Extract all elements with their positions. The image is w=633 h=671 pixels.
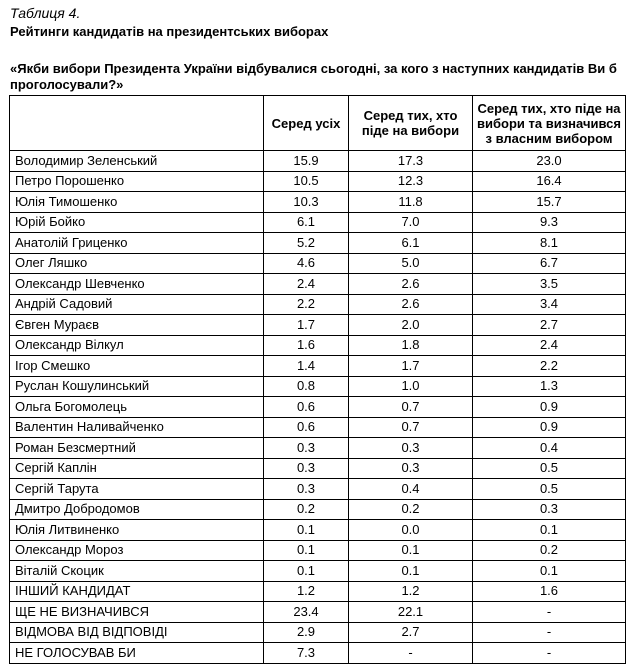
header-decided: Серед тих, хто піде на вибори та визначився з власним вибором: [473, 96, 626, 151]
table-row: [10, 274, 626, 295]
value-voters: 0.1: [349, 540, 473, 561]
candidate-name: Олександр Мороз: [10, 540, 264, 561]
value-all: 0.3: [264, 479, 349, 500]
candidate-name: Ігор Смешко: [10, 356, 264, 377]
candidate-name: Роман Безсмертний: [10, 438, 264, 459]
value-voters: -: [349, 643, 473, 664]
value-voters: 0.4: [349, 479, 473, 500]
candidate-name: Олег Ляшко: [10, 253, 264, 274]
value-all: 0.8: [264, 376, 349, 397]
table-row: [10, 356, 626, 377]
value-all: 1.4: [264, 356, 349, 377]
ratings-table: [9, 95, 626, 664]
value-decided: 3.5: [473, 274, 626, 295]
candidate-name: Євген Мураєв: [10, 315, 264, 336]
value-voters: 17.3: [349, 151, 473, 172]
value-decided: 3.4: [473, 294, 626, 315]
value-voters: 11.8: [349, 192, 473, 213]
survey-question: «Якби вибори Президента України відбувалися сьогодні, за кого з наступних кандидатів Ви б проголосували?»: [10, 61, 617, 92]
value-voters: 0.7: [349, 417, 473, 438]
candidate-name: Ольга Богомолець: [10, 397, 264, 418]
value-decided: -: [473, 602, 626, 623]
value-decided: 0.4: [473, 438, 626, 459]
candidate-name: Юрій Бойко: [10, 212, 264, 233]
value-decided: 9.3: [473, 212, 626, 233]
table-row: [10, 520, 626, 541]
table-row: [10, 397, 626, 418]
value-all: 1.7: [264, 315, 349, 336]
value-decided: 0.5: [473, 479, 626, 500]
candidate-name: Дмитро Добродомов: [10, 499, 264, 520]
candidate-name: Володимир Зеленський: [10, 151, 264, 172]
table-row: [10, 417, 626, 438]
table-body: [10, 151, 626, 664]
value-voters: 12.3: [349, 171, 473, 192]
value-voters: 2.0: [349, 315, 473, 336]
header-voters: Серед тих, хто піде на вибори: [349, 96, 473, 151]
value-all: 0.6: [264, 397, 349, 418]
value-decided: 1.6: [473, 581, 626, 602]
value-all: 2.2: [264, 294, 349, 315]
value-all: 0.2: [264, 499, 349, 520]
candidate-name: Юлія Литвиненко: [10, 520, 264, 541]
value-decided: -: [473, 622, 626, 643]
table-caption: Таблиця 4.: [10, 5, 81, 21]
value-decided: 0.5: [473, 458, 626, 479]
table-title: Рейтинги кандидатів на президентських виборах: [10, 24, 329, 39]
value-decided: 0.9: [473, 397, 626, 418]
value-decided: 1.3: [473, 376, 626, 397]
table-row: [10, 151, 626, 172]
table-row: [10, 540, 626, 561]
candidate-name: ЩЕ НЕ ВИЗНАЧИВСЯ: [10, 602, 264, 623]
value-all: 0.1: [264, 520, 349, 541]
candidate-name: НЕ ГОЛОСУВАВ БИ: [10, 643, 264, 664]
table-row: [10, 253, 626, 274]
value-decided: 0.3: [473, 499, 626, 520]
value-all: 0.6: [264, 417, 349, 438]
value-decided: -: [473, 643, 626, 664]
value-decided: 23.0: [473, 151, 626, 172]
value-voters: 1.8: [349, 335, 473, 356]
candidate-name: Андрій Садовий: [10, 294, 264, 315]
candidate-name: Сергій Каплін: [10, 458, 264, 479]
value-voters: 0.2: [349, 499, 473, 520]
value-all: 6.1: [264, 212, 349, 233]
table-row: [10, 602, 626, 623]
value-all: 15.9: [264, 151, 349, 172]
candidate-name: Анатолій Гриценко: [10, 233, 264, 254]
table-row: [10, 438, 626, 459]
table-row: [10, 233, 626, 254]
table-row: [10, 315, 626, 336]
value-voters: 0.0: [349, 520, 473, 541]
table-row: [10, 622, 626, 643]
value-voters: 5.0: [349, 253, 473, 274]
table-row: [10, 643, 626, 664]
value-all: 1.2: [264, 581, 349, 602]
value-voters: 0.3: [349, 458, 473, 479]
table-row: [10, 376, 626, 397]
value-voters: 0.3: [349, 438, 473, 459]
value-decided: 16.4: [473, 171, 626, 192]
value-all: 0.1: [264, 540, 349, 561]
table-row: [10, 335, 626, 356]
table-row: [10, 294, 626, 315]
candidate-name: Руслан Кошулинський: [10, 376, 264, 397]
value-all: 4.6: [264, 253, 349, 274]
table-row: [10, 458, 626, 479]
table-header-row: [10, 96, 626, 151]
candidate-name: Юлія Тимошенко: [10, 192, 264, 213]
candidate-name: Сергій Тарута: [10, 479, 264, 500]
header-candidate: [10, 96, 264, 151]
value-all: 1.6: [264, 335, 349, 356]
value-decided: 2.4: [473, 335, 626, 356]
value-voters: 0.1: [349, 561, 473, 582]
value-all: 7.3: [264, 643, 349, 664]
value-all: 10.3: [264, 192, 349, 213]
value-voters: 2.6: [349, 274, 473, 295]
value-all: 0.1: [264, 561, 349, 582]
value-decided: 8.1: [473, 233, 626, 254]
table-row: [10, 561, 626, 582]
value-all: 0.3: [264, 458, 349, 479]
candidate-name: ІНШИЙ КАНДИДАТ: [10, 581, 264, 602]
value-decided: 15.7: [473, 192, 626, 213]
value-voters: 7.0: [349, 212, 473, 233]
value-voters: 0.7: [349, 397, 473, 418]
table-row: [10, 212, 626, 233]
value-voters: 1.7: [349, 356, 473, 377]
value-voters: 1.2: [349, 581, 473, 602]
value-voters: 2.7: [349, 622, 473, 643]
table-row: [10, 171, 626, 192]
value-decided: 0.1: [473, 520, 626, 541]
value-voters: 1.0: [349, 376, 473, 397]
value-all: 10.5: [264, 171, 349, 192]
table-row: [10, 499, 626, 520]
value-all: 2.9: [264, 622, 349, 643]
table-row: [10, 479, 626, 500]
value-all: 0.3: [264, 438, 349, 459]
value-decided: 0.9: [473, 417, 626, 438]
candidate-name: Петро Порошенко: [10, 171, 264, 192]
value-voters: 22.1: [349, 602, 473, 623]
value-voters: 2.6: [349, 294, 473, 315]
value-voters: 6.1: [349, 233, 473, 254]
table-row: [10, 192, 626, 213]
candidate-name: Валентин Наливайченко: [10, 417, 264, 438]
value-all: 2.4: [264, 274, 349, 295]
value-all: 5.2: [264, 233, 349, 254]
candidate-name: ВІДМОВА ВІД ВІДПОВІДІ: [10, 622, 264, 643]
table-row: [10, 581, 626, 602]
header-all: Серед усіх: [264, 96, 349, 151]
value-decided: 6.7: [473, 253, 626, 274]
candidate-name: Віталій Скоцик: [10, 561, 264, 582]
value-decided: 2.2: [473, 356, 626, 377]
candidate-name: Олександр Шевченко: [10, 274, 264, 295]
value-decided: 0.1: [473, 561, 626, 582]
value-decided: 2.7: [473, 315, 626, 336]
value-all: 23.4: [264, 602, 349, 623]
candidate-name: Олександр Вілкул: [10, 335, 264, 356]
value-decided: 0.2: [473, 540, 626, 561]
